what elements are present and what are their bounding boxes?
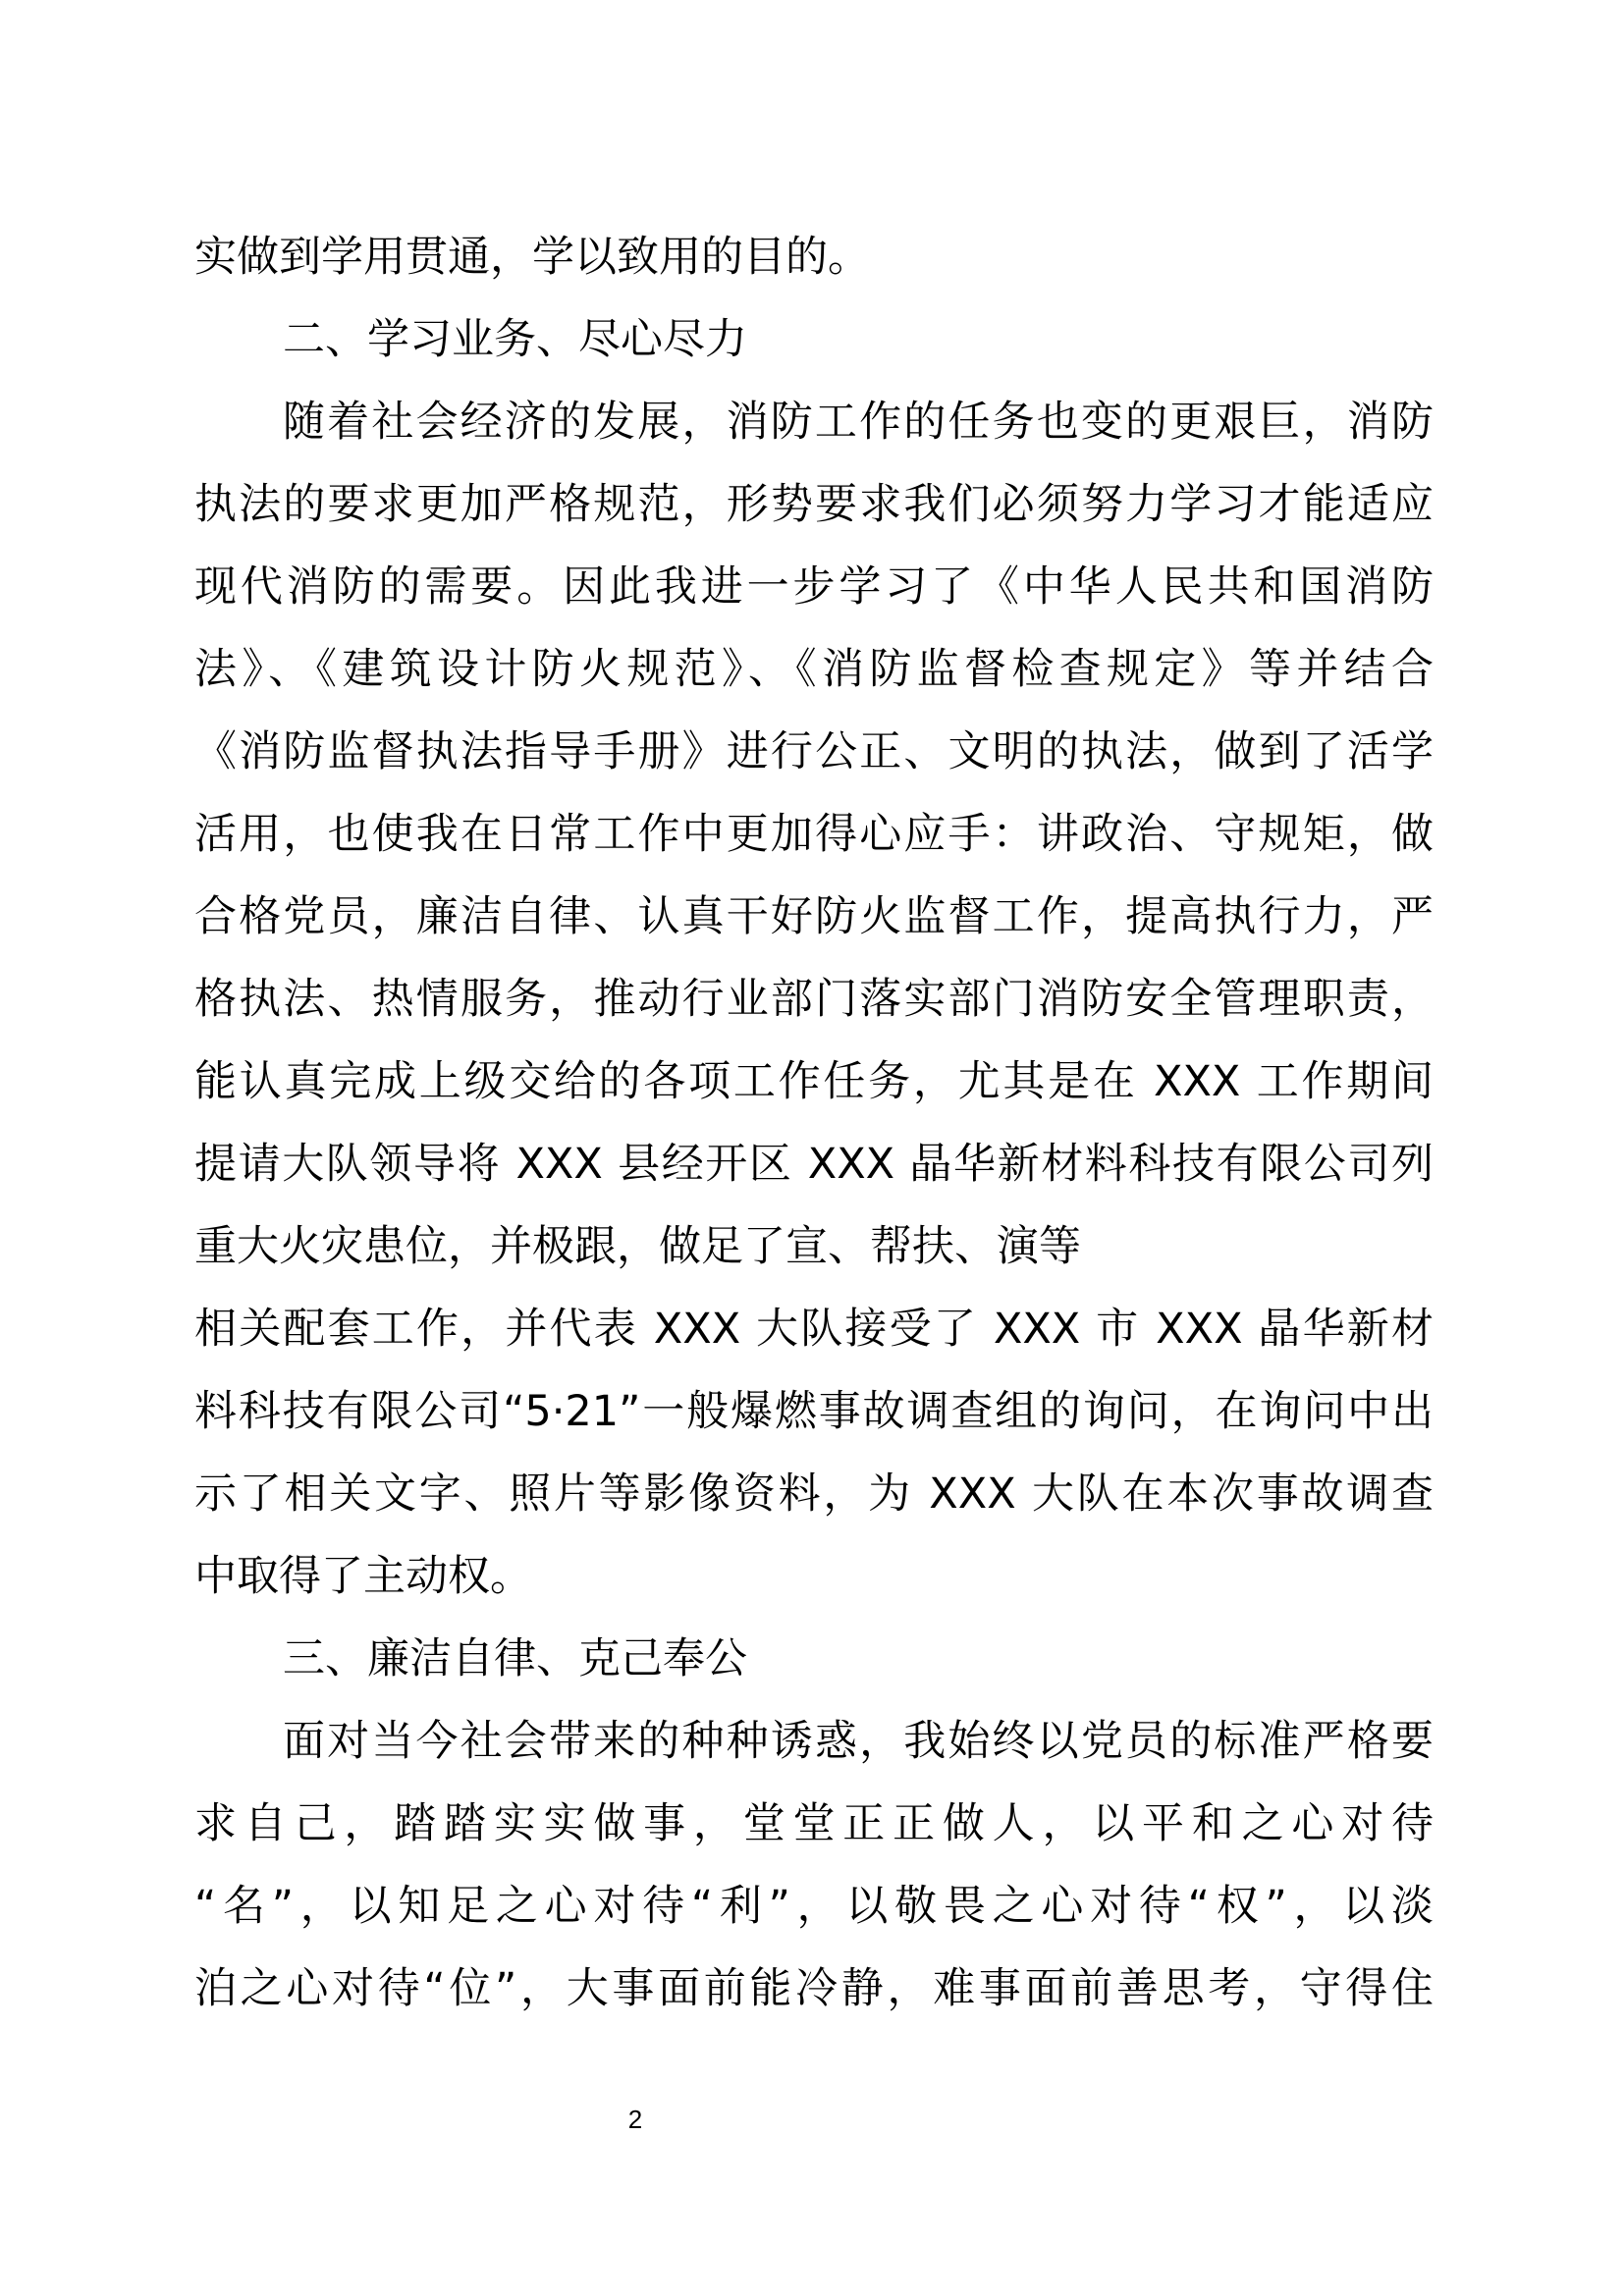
body-text-line: 随着社会经济的发展，消防工作的任务也变的更艰巨，消防 — [283, 398, 1434, 447]
body-text-line: 《消防监督执法指导手册》进行公正、文明的执法，做到了活学 — [194, 727, 1434, 776]
body-text-line: 执法的要求更加严格规范，形势要求我们必须努力学习才能适应 — [194, 480, 1434, 529]
page-number: 2 — [627, 2105, 643, 2134]
section-heading-2: 二、学习业务、尽心尽力 — [283, 315, 747, 364]
body-text-line: 重大火灾患位，并极跟，做足了宣、帮扶、演等 — [194, 1222, 1081, 1271]
body-text-line: 活用，也使我在日常工作中更加得心应手：讲政治、守规矩，做 — [194, 810, 1434, 859]
body-text-line: 中取得了主动权。 — [194, 1552, 532, 1601]
body-text-line: 示了相关文字、照片等影像资料，为 XXX 大队在本次事故调查 — [194, 1469, 1434, 1519]
body-text-line: 现代消防的需要。因此我进一步学习了《中华人民共和国消防 — [194, 562, 1434, 612]
body-text-line: 格执法、热情服务，推动行业部门落实部门消防安全管理职责， — [194, 975, 1434, 1024]
body-text-line: 提请大队领导将 XXX 县经开区 XXX 晶华新材料科技有限公司列 — [194, 1140, 1434, 1189]
body-text-line: 料科技有限公司“5·21”一般爆燃事故调查组的询问，在询问中出 — [194, 1387, 1434, 1436]
body-text-line: 泊之心对待“位”，大事面前能冷静，难事面前善思考，守得住 — [194, 1964, 1434, 2013]
body-text-line: 合格党员，廉洁自律、认真干好防火监督工作，提高执行力，严 — [194, 892, 1434, 941]
body-text-line: 面对当今社会带来的种种诱惑，我始终以党员的标准严格要 — [283, 1717, 1434, 1766]
body-text-line: 求自己，踏踏实实做事，堂堂正正做人，以平和之心对待 — [194, 1799, 1434, 1848]
body-text-line: “名”，以知足之心对待“利”，以敬畏之心对待“权”，以淡 — [194, 1882, 1434, 1931]
body-text-line: 实做到学用贯通，学以致用的目的。 — [194, 233, 870, 282]
body-text-line: 能认真完成上级交给的各项工作任务，尤其是在 XXX 工作期间 — [194, 1057, 1434, 1106]
body-text-line: 法》、《建筑设计防火规范》、《消防监督检查规定》等并结合 — [194, 645, 1434, 694]
body-text-line: 相关配套工作，并代表 XXX 大队接受了 XXX 市 XXX 晶华新材 — [194, 1305, 1434, 1354]
section-heading-3: 三、廉洁自律、克己奉公 — [283, 1634, 747, 1683]
